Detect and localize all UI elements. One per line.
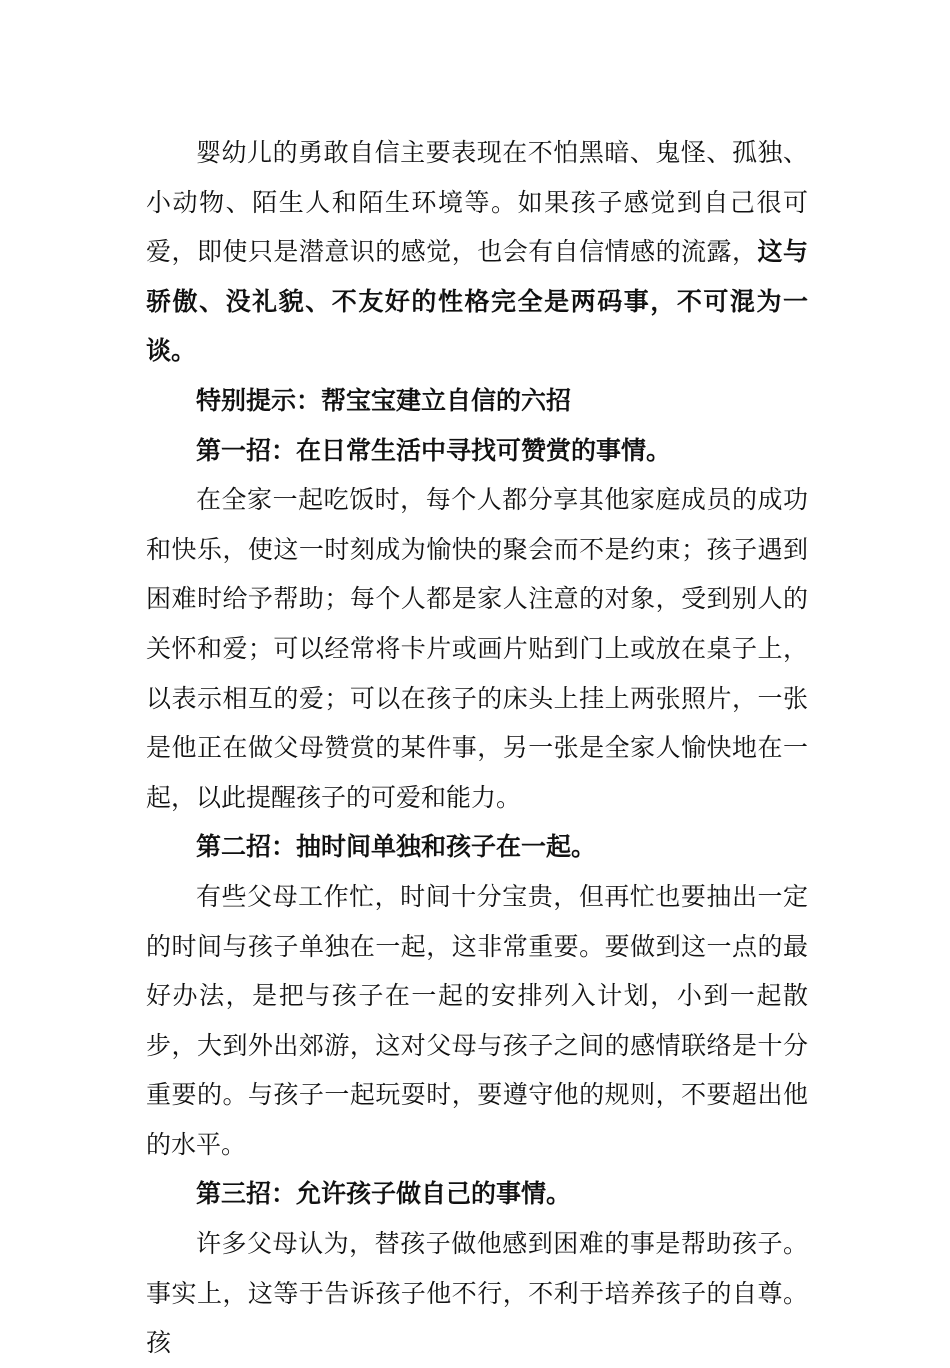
paragraph-intro — [146, 128, 808, 376]
document-body — [146, 128, 808, 1368]
tip-three-heading: 第三招：允许孩子做自己的事情。 — [196, 1179, 572, 1209]
tip-one-paragraph: 在全家一起吃饭时，每个人都分享其他家庭成员的成功和快乐，使这一时刻成为愉快的聚会而不是约束；孩子遇到困难时给予帮助；每个人都是家人注意的对象，受到别人的关怀和爱；可以经常将卡片或画片贴到门上或放在桌子上，以表示相互的爱；可以在孩子的床头上挂上两张照片，一张是他正在做父母赞赏的某件事，另一张是全家人愉快地在一起，以此提醒孩子的可爱和能力。 — [146, 485, 808, 812]
special-tip-heading: 特别提示：帮宝宝建立自信的六招 — [196, 385, 572, 415]
tip-one-heading: 第一招：在日常生活中寻找可赞赏的事情。 — [196, 435, 672, 465]
paragraph-intro-text: 婴幼儿的勇敢自信主要表现在不怕黑暗、鬼怪、孤独、小动物、陌生人和陌生环境等。如果孩子感觉到自己很可爱，即使只是潜意识的感觉，也会有自信情感的流露， — [146, 138, 808, 267]
tip-two-paragraph: 有些父母工作忙，时间十分宝贵，但再忙也要抽出一定的时间与孩子单独在一起，这非常重要。要做到这一点的最好办法，是把与孩子在一起的安排列入计划，小到一起散步，大到外出郊游，这对父母与孩子之间的感情联络是十分重要的。与孩子一起玩耍时，要遵守他的规则，不要超出他的水平。 — [146, 881, 808, 1159]
paragraph-intro-bold-text: 这与骄傲、没礼貌、不友好的性格完全是两码事，不可混为一谈。 — [146, 237, 808, 366]
tip-three-paragraph: 许多父母认为，替孩子做他感到困难的事是帮助孩子。事实上，这等于告诉孩子他不行，不利于培养孩子的自尊。孩 — [146, 1229, 808, 1358]
tip-two-heading: 第二招：抽时间单独和孩子在一起。 — [196, 832, 597, 862]
